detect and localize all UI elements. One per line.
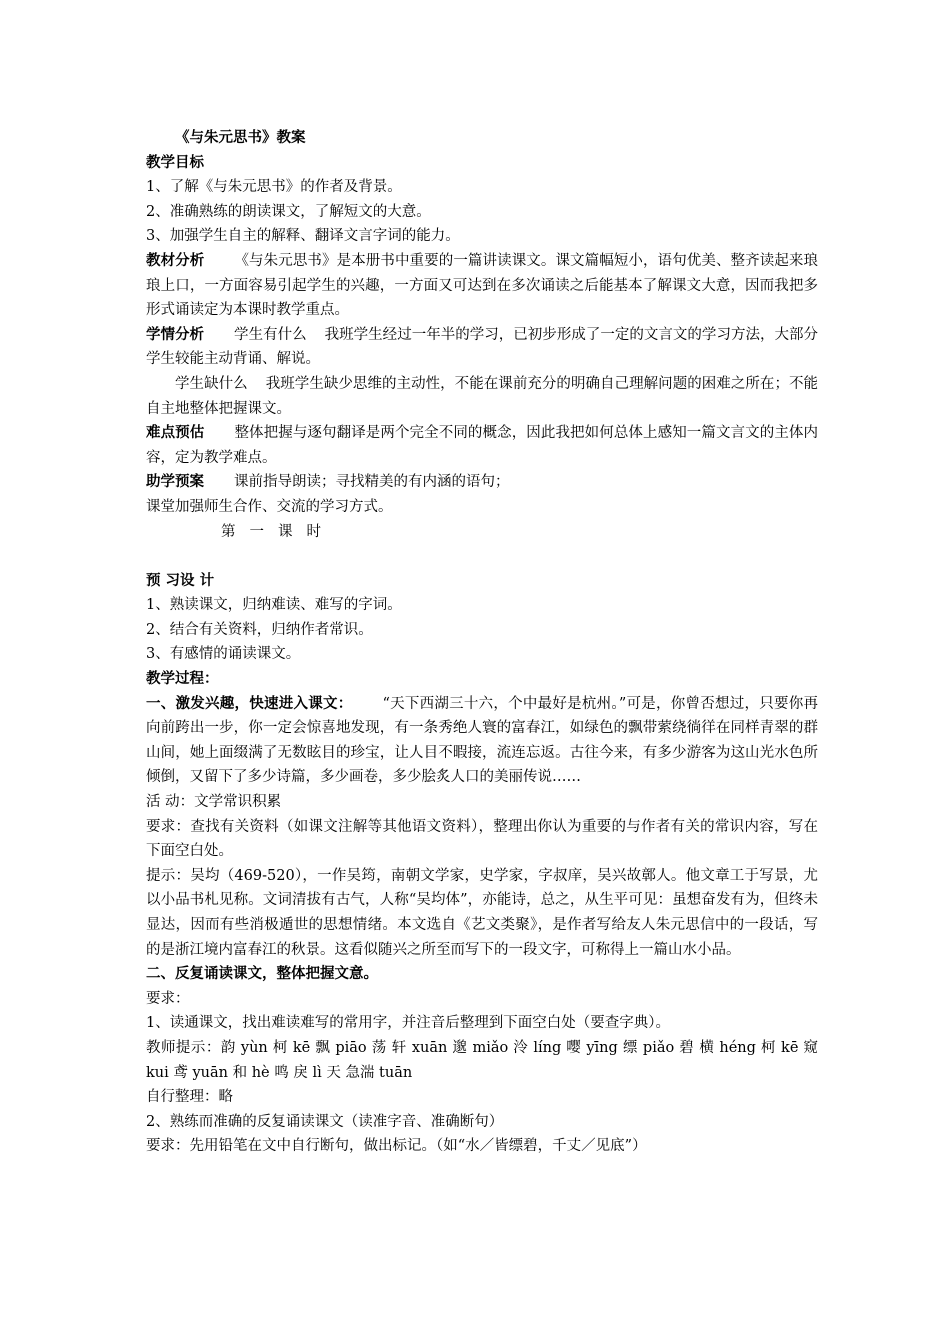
aids-section bbox=[146, 470, 818, 495]
preview-item: 2、结合有关资料，归纳作者常识。 bbox=[146, 621, 373, 638]
step2-item-2: 2、熟练而准确的反复诵读课文（读准字音、准确断句） bbox=[146, 1113, 504, 1130]
step1-section bbox=[146, 692, 818, 790]
students-lack-section bbox=[146, 372, 818, 421]
difficulty-text: 整体把握与逐句翻译是两个完全不同的概念，因此我把如何总体上感知一篇文言文的主体内容，定为教学难点。 bbox=[146, 425, 819, 466]
step1-heading: 一、激发兴趣，快速进入课文： bbox=[146, 694, 353, 712]
aids-heading: 助学预案 bbox=[146, 473, 204, 491]
step1-requirement: 要求：查找有关资料（如课文注解等其他语文资料），整理出你认为重要的与作者有关的常识内容，写在下面空白处。 bbox=[146, 818, 818, 860]
step1-text: “天下西湖三十六，个中最好是杭州。”可是，你曾否想过，只要你再向前跨出一步，你一定会惊喜地发现，有一条秀绝人寰的富春江，如绿色的飘带萦绕徜徉在同样青翠的群山间，她上面缀满了无数眩目的珍宝，让人目不暇接，流连忘返。古往今来，有多少游客为这山光水色所倾倒，又留下了多少诗篇，多少画卷，多少脍炙人口的美丽传说…… bbox=[146, 695, 819, 786]
aids-text: 课前指导朗读；寻找精美的有内涵的语句； bbox=[234, 474, 510, 491]
activity-label: 活 动：文学常识积累 bbox=[146, 794, 282, 811]
step2-heading: 二、反复诵读课文，整体把握文意。 bbox=[146, 965, 378, 983]
teacher-hint: 教师提示：韵 yùn 柯 kē 飘 piāo 荡 轩 xuān 邈 miǎo 泠 líng 嘤 yīng 缥 piǎo 碧 横 héng 柯 kē 窥 kui 鸢 yuān 和 hè 鸣 戾 lì 天 急湍 tuān bbox=[146, 1039, 818, 1081]
material-heading: 教材分析 bbox=[146, 251, 205, 269]
students-label-lack: 学生缺什么 bbox=[175, 375, 248, 392]
difficulty-section bbox=[146, 421, 818, 470]
step2-item-1: 1、读通课文，找出难读难写的常用字，并注音后整理到下面空白处（要查字典）。 bbox=[146, 1015, 670, 1032]
step1-hint: 提示：吴均（469-520），一作吴筠，南朝文学家，史学家，字叔庠，吴兴故鄣人。他文章工于写景，尤以小品书札见称。文词清拔有古气，人称“吴均体”，亦能诗，总之，从生平可见：虽想奋发有为，但终未显达，因而有些消极遁世的思想情绪。本文选自《艺文类聚》，是作者写给友人朱元思信中的一段话，写的是浙江境内富春江的秋景。这看似随兴之所至而写下的一段文字，可称得上一篇山水小品。 bbox=[146, 867, 818, 958]
document-body bbox=[146, 126, 818, 1159]
goals-heading: 教学目标 bbox=[146, 153, 204, 171]
students-heading: 学情分析 bbox=[146, 325, 205, 343]
students-text-have: 我班学生经过一年半的学习，已初步形成了一定的文言文的学习方法，大部分学生较能主动背诵、解说。 bbox=[146, 326, 819, 368]
preview-item: 1、熟读课文，归纳难读、难写的字词。 bbox=[146, 597, 402, 614]
goal-item: 3、加强学生自主的解释、翻译文言字词的能力。 bbox=[146, 228, 460, 245]
students-label-have: 学生有什么 bbox=[234, 326, 307, 343]
step2-item-2-requirement: 要求：先用铅笔在文中自行断句，做出标记。（如“水／皆缥碧，千丈／见底”） bbox=[146, 1138, 647, 1155]
students-text-lack: 我班学生缺少思维的主动性，不能在课前充分的明确自己理解问题的困难之所在；不能自主地整体把握课文。 bbox=[146, 375, 819, 417]
lesson-label: 第一课时 bbox=[221, 523, 335, 540]
preview-heading: 预 习设 计 bbox=[146, 571, 215, 589]
goal-item: 2、准确熟练的朗读课文，了解短文的大意。 bbox=[146, 203, 431, 220]
material-text: 《与朱元思书》是本册书中重要的一篇讲读课文。课文篇幅短小，语句优美、整齐读起来琅琅上口，一方面容易引起学生的兴趣，一方面又可达到在多次诵读之后能基本了解课文大意，因而我把多形式诵读定为本课时教学重点。 bbox=[146, 252, 819, 319]
step2-requirement-label: 要求： bbox=[146, 990, 190, 1007]
blank-line bbox=[146, 544, 818, 569]
process-heading: 教学过程： bbox=[146, 670, 219, 688]
document-title: 《与朱元思书》教案 bbox=[175, 129, 306, 146]
preview-item: 3、有感情的诵读课文。 bbox=[146, 646, 301, 663]
material-section bbox=[146, 249, 818, 323]
students-section bbox=[146, 323, 818, 372]
goal-item: 1、了解《与朱元思书》的作者及背景。 bbox=[146, 179, 402, 196]
aids-text-2: 课堂加强师生合作、交流的学习方式。 bbox=[146, 498, 393, 515]
difficulty-heading: 难点预估 bbox=[146, 424, 205, 442]
self-organize: 自行整理：略 bbox=[146, 1089, 233, 1106]
